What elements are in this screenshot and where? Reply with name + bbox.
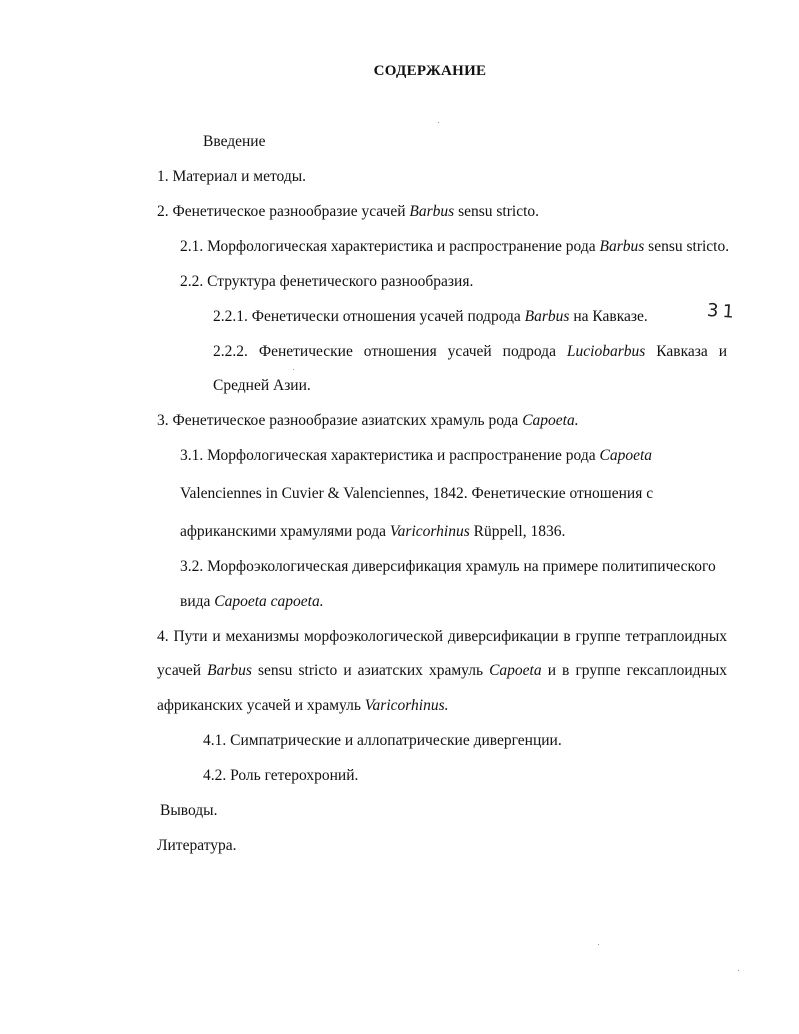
toc-item-4-1: 4.1. Симпатрические и аллопатрические дивергенции.	[203, 732, 562, 749]
toc-item-3-2-cont: вида Capoeta capoeta.	[180, 593, 324, 610]
toc-item-2-2: 2.2. Структура фенетического разнообразия.	[180, 273, 474, 290]
toc-item-3-1: 3.1. Морфологическая характеристика и распространение рода Capoeta	[180, 447, 653, 464]
handwritten-page-note: 31	[706, 299, 739, 324]
scan-speck	[738, 970, 739, 971]
toc-item-4-cont2: африканских усачей и храмуль Varicorhinus.	[157, 697, 449, 714]
toc-item-literature: Литература.	[157, 837, 237, 854]
toc-item-conclusions: Выводы.	[160, 802, 218, 819]
toc-item-4-2: 4.2. Роль гетерохроний.	[203, 767, 359, 784]
scan-speck	[438, 122, 439, 123]
toc-item-3-1-cont2: африканскими храмулями рода Varicorhinus Rüppell, 1836.	[180, 523, 566, 540]
toc-item-1: 1. Материал и методы.	[157, 168, 306, 185]
toc-item-2-2-2: 2.2.2. Фенетические отношения усачей подрода Luciobarbus Кавказа и	[213, 343, 727, 360]
toc-item-3-2: 3.2. Морфоэкологическая диверсификация храмуль на примере политипического	[180, 558, 716, 575]
toc-item-2: 2. Фенетическое разнообразие усачей Barbus sensu stricto.	[157, 203, 540, 220]
scan-speck	[293, 369, 294, 370]
toc-item-4-cont: усачей Barbus sensu stricto и азиатских храмуль Capoeta и в группе гексаплоидных	[157, 662, 727, 679]
toc-item-2-2-1: 2.2.1. Фенетически отношения усачей подрода Barbus на Кавказе.	[213, 308, 648, 325]
toc-item-3-1-cont: Valenciennes in Cuvier & Valenciennes, 1842. Фенетические отношения с	[180, 485, 654, 502]
scan-speck	[598, 944, 599, 945]
toc-item-intro: Введение	[203, 133, 266, 150]
toc-item-3: 3. Фенетическое разнообразие азиатских храмуль рода Capoeta.	[157, 412, 579, 429]
toc-item-2-1: 2.1. Морфологическая характеристика и распространение рода Barbus sensu stricto.	[180, 238, 730, 255]
page-title: СОДЕРЖАНИЕ	[373, 63, 487, 79]
toc-item-4: 4. Пути и механизмы морфоэкологической диверсификации в группе тетраплоидных	[157, 628, 727, 645]
toc-item-2-2-2-cont: Средней Азии.	[213, 377, 311, 394]
